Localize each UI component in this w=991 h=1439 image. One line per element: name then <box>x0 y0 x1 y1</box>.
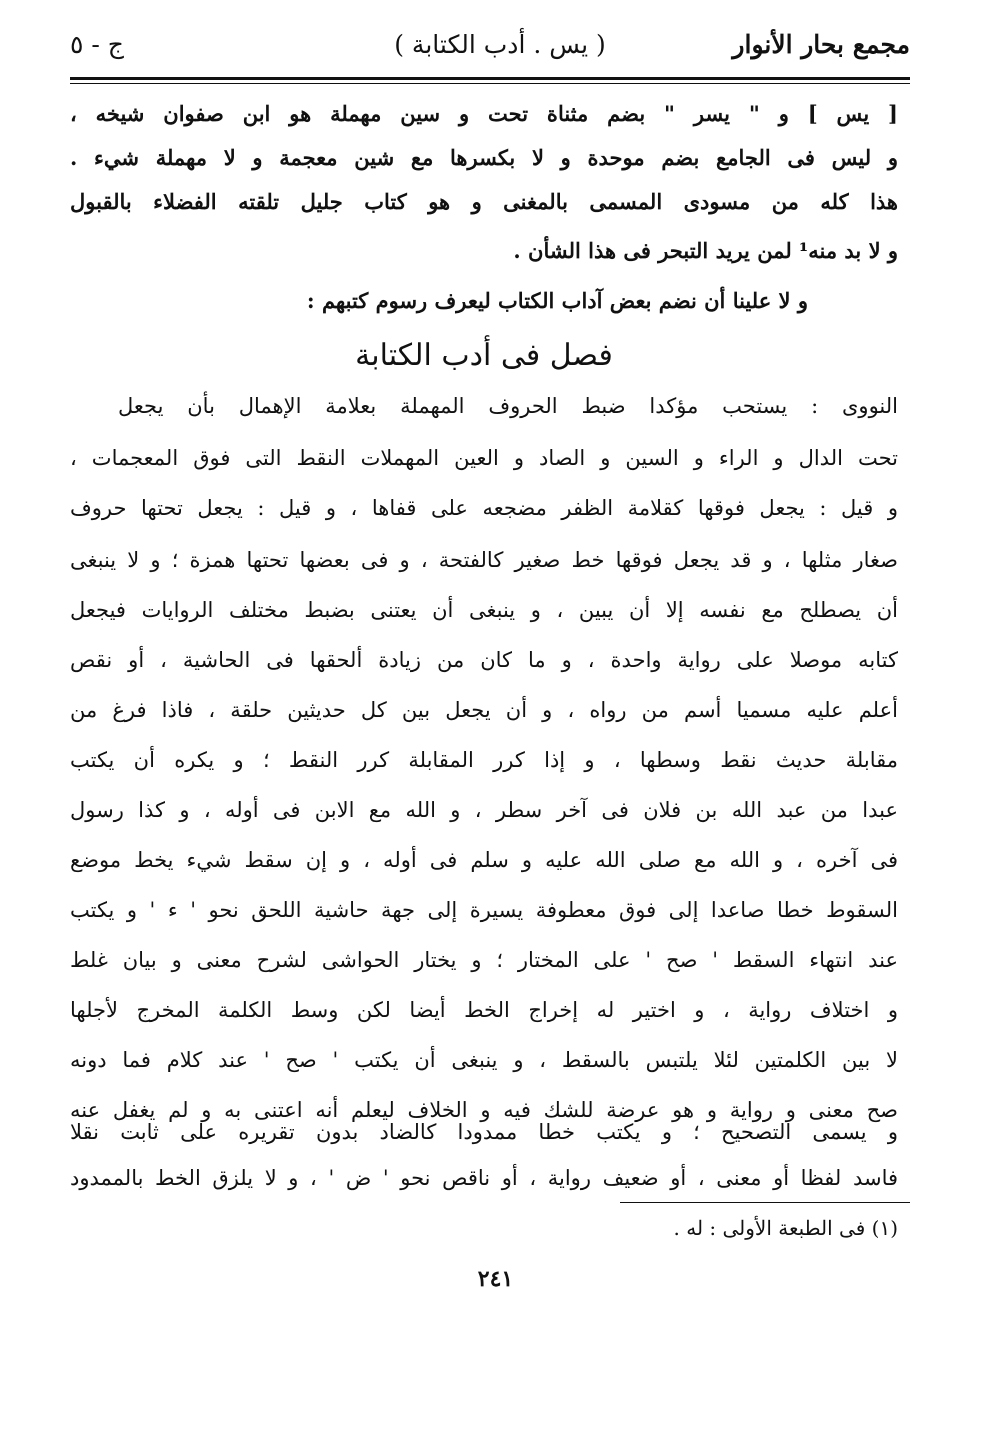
header-rule-thick <box>70 77 910 80</box>
text-line: أن يصطلح مع نفسه إلا أن يبين ، و ينبغى أن يعتنى بضبط مختلف الروايات فيجعل <box>70 598 898 622</box>
text-line: صغار مثلها ، و قد يجعل فوقها خط صغير كالفتحة ، و فى بعضها تحتها همزة ؛ و لا ينبغى <box>70 548 898 572</box>
text-line: و اختلاف رواية ، و اختير له إخراج الخط أيضا لكن وسط الكلمة المخرج لأجلها <box>70 998 898 1022</box>
section-title: ( يس . أدب الكتابة ) <box>394 30 606 59</box>
text-line: و يسمى التصحيح ؛ و يكتب خطا ممدودا كالضاد بدون تقريره على ثابت نقلا <box>70 1120 898 1144</box>
section-heading: فصل فى أدب الكتابة <box>355 338 613 373</box>
text-line: [ يس ] و " يسر " بضم مثناة تحت و سين مهملة هو ابن صفوان شيخه ، <box>70 101 898 126</box>
header-rule-thin <box>70 83 910 84</box>
text-line: و ليس فى الجامع بضم موحدة و لا بكسرها مع شين معجمة و لا مهملة شيء . <box>70 145 898 170</box>
text-line: صح معنى و رواية و هو عرضة للشك فيه و الخلاف ليعلم أنه اعتنى به و لم يغفل عنه <box>70 1098 898 1122</box>
text-line: السقوط خطا صاعدا إلى فوق معطوفة يسيرة إلى جهة حاشية اللحق نحو ' ء ' و يكتب <box>70 898 898 922</box>
page-number: ٢٤١ <box>477 1266 514 1292</box>
footnote: (١) فى الطبعة الأولى : له . <box>673 1216 898 1240</box>
text-line: عند انتهاء السقط ' صح ' على المختار ؛ و يختار الحواشى لشرح معنى و بيان غلط <box>70 948 898 972</box>
book-title: مجمع بحار الأنوار <box>732 30 910 59</box>
text-line: النووى : يستحب مؤكدا ضبط الحروف المهملة بعلامة الإهمال بأن يجعل <box>118 394 898 418</box>
footnote-rule <box>620 1202 910 1203</box>
running-header <box>70 22 910 72</box>
text-line: و لا بد منه¹ لمن يريد التبحر فى هذا الشأن . <box>513 238 898 263</box>
text-line: و قيل : يجعل فوقها كقلامة الظفر مضجعه على قفاها ، و قيل : يجعل تحتها حروف <box>70 496 898 520</box>
text-line: لا بين الكلمتين لئلا يلتبس بالسقط ، و ينبغى أن يكتب ' صح ' عند كلام فما دونه <box>70 1048 898 1072</box>
volume-label: ج - ٥ <box>70 30 124 59</box>
text-line: أعلم عليه مسميا أسم من رواه ، و أن يجعل بين كل حديثين حلقة ، فاذا فرغ من <box>70 698 898 722</box>
text-line: كتابه موصلا على رواية واحدة ، و ما كان من زيادة ألحقها فى الحاشية ، أو نقص <box>70 648 898 672</box>
text-line: و لا علينا أن نضم بعض آداب الكتاب ليعرف رسوم كتبهم : <box>306 288 808 313</box>
text-line: عبدا من عبد الله بن فلان فى آخر سطر ، و الله مع الابن فى أوله ، و كذا رسول <box>70 798 898 822</box>
text-line: مقابلة حديث نقط وسطها ، و إذا كرر المقابلة كرر النقط ؛ و يكره أن يكتب <box>70 748 898 772</box>
text-line: فاسد لفظا أو معنى ، أو ضعيف رواية ، أو ناقص نحو ' ض ' ، و لا يلزق الخط بالممدود <box>70 1166 898 1190</box>
text-line: هذا كله من مسودى المسمى بالمغنى و هو كتاب جليل تلقته الفضلاء بالقبول <box>70 189 898 214</box>
text-line: تحت الدال و الراء و السين و الصاد و العين المهملات النقط التى فوق المعجمات ، <box>70 446 898 470</box>
text-line: فى آخره ، و الله مع صلى الله عليه و سلم فى أوله ، و إن سقط شيء يخط موضع <box>70 848 898 872</box>
